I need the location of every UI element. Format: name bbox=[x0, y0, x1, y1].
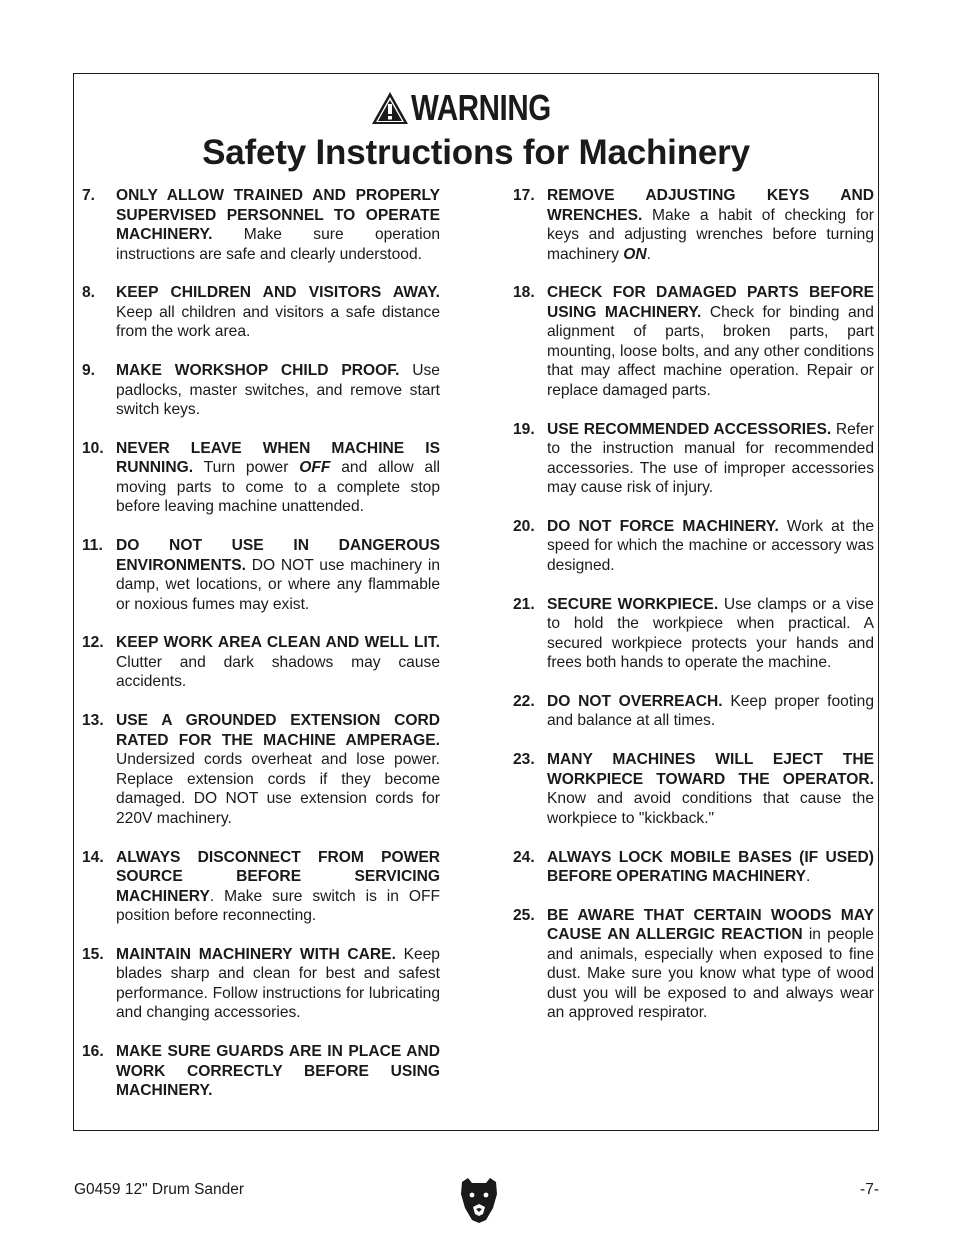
instruction-heading: DO NOT OVERREACH. bbox=[547, 692, 723, 710]
instruction-detail: Use padlocks, master switches, and remove start switch keys. bbox=[116, 362, 440, 419]
item-number: 15. bbox=[82, 945, 104, 963]
item-text bbox=[116, 536, 440, 614]
warning-triangle-icon bbox=[371, 91, 409, 125]
safety-instruction-item bbox=[513, 595, 874, 673]
item-text bbox=[547, 848, 874, 887]
warning-box bbox=[73, 73, 879, 1131]
footer-model: G0459 12" Drum Sander bbox=[74, 1181, 245, 1198]
instruction-heading: ONLY ALLOW TRAINED AND PROPERLY SUPERVISED PERSONNEL TO OPERATE MACHINERY. bbox=[116, 187, 440, 243]
instruction-heading: SECURE WORKPIECE. bbox=[547, 595, 719, 613]
safety-instruction-item bbox=[82, 848, 440, 926]
item-number: 24. bbox=[513, 848, 535, 866]
instruction-heading: KEEP CHILDREN AND VISITORS AWAY. bbox=[116, 284, 440, 302]
safety-instruction-item bbox=[82, 283, 440, 342]
right-column bbox=[513, 186, 874, 1042]
instruction-heading: CHECK FOR DAMAGED PARTS BEFORE USING MACHINERY. bbox=[547, 284, 874, 321]
instruction-heading: MAKE SURE GUARDS ARE IN PLACE AND WORK CORRECTLY BEFORE USING MACHINERY. bbox=[116, 1043, 440, 1100]
instruction-detail: Keep blades sharp and clean for best and safest performance. Follow instructions for lubricating and changing accessories. bbox=[116, 945, 440, 1022]
item-number: 11. bbox=[82, 537, 103, 555]
safety-instruction-item bbox=[513, 750, 874, 828]
instruction-detail: Clutter and dark shadows may cause accidents. bbox=[116, 653, 440, 691]
item-text bbox=[116, 848, 440, 926]
item-number: 17. bbox=[513, 187, 535, 204]
item-text bbox=[116, 633, 440, 692]
instruction-heading: ALWAYS DISCONNECT FROM POWER SOURCE BEFORE SERVICING MACHINERY bbox=[116, 848, 440, 905]
item-number: 13. bbox=[82, 712, 104, 730]
safety-instruction-item bbox=[82, 361, 440, 420]
instruction-detail: Refer to the instruction manual for recommended accessories. The use of improper accessories may cause risk of injury. bbox=[547, 420, 874, 497]
safety-instruction-item bbox=[513, 517, 874, 576]
instruction-heading: ON bbox=[623, 245, 647, 263]
instruction-heading: BE AWARE THAT CERTAIN WOODS MAY CAUSE AN ALLERGIC REACTION bbox=[547, 906, 874, 944]
item-number: 22. bbox=[513, 692, 535, 710]
instruction-detail: and allow all moving parts to come to a complete stop before leaving machine unattended. bbox=[116, 459, 440, 516]
safety-instruction-item bbox=[82, 439, 440, 517]
safety-instruction-item bbox=[513, 692, 874, 731]
warning-word: WARNING bbox=[410, 87, 551, 128]
item-text bbox=[547, 595, 874, 673]
instruction-detail: Keep proper footing and balance at all times. bbox=[547, 692, 874, 730]
instruction-detail: Keep all children and visitors a safe distance from the work area. bbox=[116, 303, 440, 341]
instruction-heading: USE A GROUNDED EXTENSION CORD RATED FOR THE MACHINE AMPERAGE. bbox=[116, 712, 440, 749]
item-number: 14. bbox=[82, 848, 104, 866]
item-number: 19. bbox=[513, 420, 535, 438]
item-number: 7. bbox=[82, 187, 96, 204]
item-number: 25. bbox=[513, 906, 535, 924]
instruction-detail: Check for binding and alignment of parts, broken parts, part mounting, loose bolts, and any other conditions that may affect machine operation. Repair or replace damaged parts. bbox=[547, 303, 874, 399]
safety-instruction-item bbox=[82, 633, 440, 692]
grizzly-bear-logo-icon bbox=[458, 1176, 500, 1224]
instruction-heading: ALWAYS LOCK MOBILE BASES (IF USED) BEFORE OPERATING MACHINERY bbox=[547, 848, 874, 886]
safety-instruction-item bbox=[82, 945, 440, 1023]
item-text bbox=[547, 906, 874, 1023]
instruction-detail: DO NOT use machinery in damp, wet locations, or where any flammable or noxious fumes may exist. bbox=[116, 556, 440, 613]
item-text bbox=[547, 692, 874, 731]
item-text bbox=[116, 711, 440, 828]
safety-instruction-item bbox=[513, 848, 874, 887]
instruction-detail: Turn power bbox=[193, 459, 300, 477]
item-number: 12. bbox=[82, 634, 104, 652]
safety-instruction-item bbox=[513, 186, 874, 264]
instruction-detail: Work at the speed for which the machine or accessory was designed. bbox=[547, 517, 874, 574]
item-text bbox=[116, 439, 440, 517]
item-text bbox=[547, 750, 874, 828]
safety-instruction-item bbox=[82, 536, 440, 614]
instruction-heading: MAKE WORKSHOP CHILD PROOF. bbox=[116, 362, 400, 380]
instruction-heading: USE RECOMMENDED ACCESSORIES. bbox=[547, 420, 832, 438]
page-title: Safety Instructions for Machinery bbox=[202, 133, 750, 172]
item-number: 16. bbox=[82, 1043, 104, 1061]
item-text bbox=[116, 1042, 440, 1101]
instruction-heading: REMOVE ADJUSTING KEYS AND WRENCHES. bbox=[547, 187, 874, 224]
item-text bbox=[116, 945, 440, 1023]
instruction-heading: DO NOT FORCE MACHINERY. bbox=[547, 517, 779, 535]
instruction-heading: MAINTAIN MACHINERY WITH CARE. bbox=[116, 945, 396, 963]
instruction-heading: DO NOT USE IN DANGEROUS ENVIRONMENTS. bbox=[116, 537, 440, 574]
instruction-heading: KEEP WORK AREA CLEAN AND WELL LIT. bbox=[116, 634, 440, 652]
instruction-heading: OFF bbox=[299, 459, 331, 477]
item-number: 23. bbox=[513, 751, 535, 769]
instruction-heading: NEVER LEAVE WHEN MACHINE IS RUNNING. bbox=[116, 439, 440, 477]
instruction-heading: MANY MACHINES WILL EJECT THE WORKPIECE TOWARD THE OPERATOR. bbox=[547, 751, 874, 788]
item-text bbox=[116, 186, 440, 264]
safety-instruction-item bbox=[82, 711, 440, 828]
instruction-detail: Make sure operation instructions are safe and clearly understood. bbox=[116, 226, 440, 263]
item-number: 9. bbox=[82, 362, 96, 380]
instruction-detail: Know and avoid conditions that cause the workpiece to "kickback." bbox=[547, 790, 874, 827]
instruction-detail: Use clamps or a vise to hold the workpiece when practical. A secured workpiece protects your hands and frees both hands to operate the machine. bbox=[547, 595, 874, 672]
left-column bbox=[82, 186, 440, 1120]
item-text bbox=[547, 186, 874, 264]
item-text bbox=[547, 283, 874, 400]
warning-header bbox=[74, 88, 878, 132]
page-number: -7- bbox=[860, 1181, 879, 1198]
safety-instruction-item bbox=[82, 186, 440, 264]
item-number: 21. bbox=[513, 595, 535, 613]
item-number: 20. bbox=[513, 517, 535, 535]
item-number: 10. bbox=[82, 439, 104, 457]
item-text bbox=[547, 517, 874, 576]
safety-instruction-item bbox=[82, 1042, 440, 1101]
safety-instruction-item bbox=[513, 283, 874, 400]
instruction-detail: Undersized cords overheat and lose power. Replace extension cords if they become damaged. DO NOT use extension cords for 220V machinery. bbox=[116, 751, 440, 827]
item-number: 18. bbox=[513, 284, 535, 302]
instruction-detail: Make a habit of checking for keys and adjusting wrenches before turning machinery bbox=[547, 206, 874, 263]
item-text bbox=[116, 361, 440, 420]
item-text bbox=[116, 283, 440, 342]
item-number: 8. bbox=[82, 284, 96, 302]
instruction-detail: . bbox=[646, 245, 651, 263]
item-text bbox=[547, 420, 874, 498]
instruction-detail: in people and animals, especially when exposed to fine dust. Make sure you know what type of wood dust you will be exposed to and always wear an approved respirator. bbox=[547, 926, 874, 1022]
instruction-detail: . bbox=[806, 868, 811, 886]
safety-instruction-item bbox=[513, 906, 874, 1023]
instruction-detail: . Make sure switch is in OFF position before reconnecting. bbox=[116, 887, 440, 925]
safety-instruction-item bbox=[513, 420, 874, 498]
